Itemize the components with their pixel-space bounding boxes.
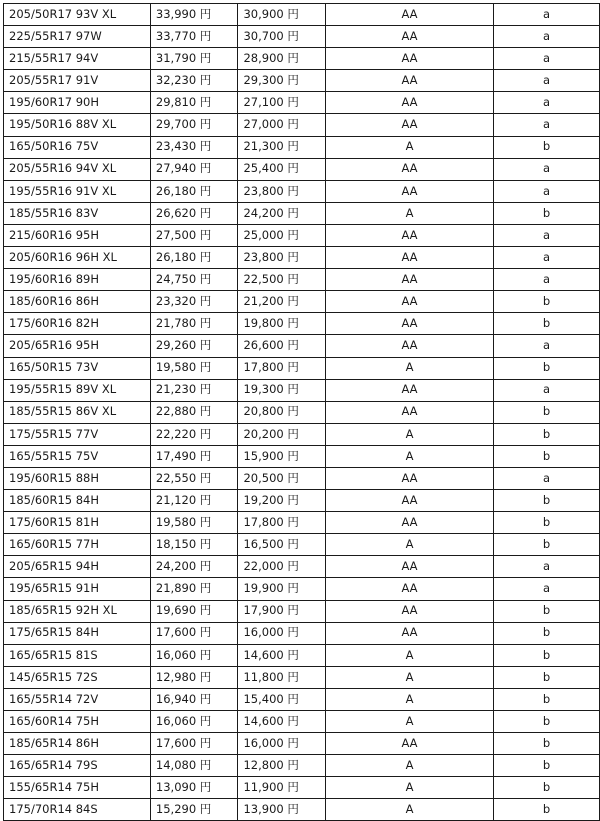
table-row	[4, 445, 600, 467]
discount-price-cell: 14,600 円	[238, 644, 326, 666]
table-row	[4, 136, 600, 158]
discount-price-cell: 16,500 円	[238, 534, 326, 556]
discount-price-cell: 21,300 円	[238, 136, 326, 158]
wet-grip-grade-cell: b	[493, 600, 599, 622]
discount-price-cell: 22,500 円	[238, 269, 326, 291]
rolling-resistance-grade-cell: AA	[326, 733, 494, 755]
table-row	[4, 224, 600, 246]
rolling-resistance-grade-cell: A	[326, 534, 494, 556]
price-cell: 24,750 円	[150, 269, 238, 291]
table-row	[4, 600, 600, 622]
tire-size-cell: 185/60R16 86H	[4, 291, 151, 313]
rolling-resistance-grade-cell: A	[326, 755, 494, 777]
table-row	[4, 467, 600, 489]
tire-price-table	[3, 3, 600, 821]
discount-price-cell: 17,800 円	[238, 512, 326, 534]
wet-grip-grade-cell: b	[493, 755, 599, 777]
price-cell: 17,600 円	[150, 622, 238, 644]
table-row	[4, 423, 600, 445]
price-cell: 19,580 円	[150, 512, 238, 534]
discount-price-cell: 30,700 円	[238, 26, 326, 48]
wet-grip-grade-cell: b	[493, 733, 599, 755]
tire-size-cell: 165/50R16 75V	[4, 136, 151, 158]
tire-size-cell: 195/60R17 90H	[4, 92, 151, 114]
rolling-resistance-grade-cell: A	[326, 666, 494, 688]
rolling-resistance-grade-cell: A	[326, 357, 494, 379]
discount-price-cell: 19,300 円	[238, 379, 326, 401]
discount-price-cell: 26,600 円	[238, 335, 326, 357]
tire-size-cell: 195/55R16 91V XL	[4, 180, 151, 202]
price-cell: 12,980 円	[150, 666, 238, 688]
discount-price-cell: 11,800 円	[238, 666, 326, 688]
table-row	[4, 180, 600, 202]
tire-size-cell: 185/65R14 86H	[4, 733, 151, 755]
price-cell: 14,080 円	[150, 755, 238, 777]
price-cell: 18,150 円	[150, 534, 238, 556]
table-row	[4, 688, 600, 710]
rolling-resistance-grade-cell: AA	[326, 512, 494, 534]
price-cell: 33,770 円	[150, 26, 238, 48]
price-cell: 23,320 円	[150, 291, 238, 313]
price-cell: 31,790 円	[150, 48, 238, 70]
discount-price-cell: 15,400 円	[238, 688, 326, 710]
rolling-resistance-grade-cell: AA	[326, 26, 494, 48]
tire-table-body	[4, 4, 600, 821]
discount-price-cell: 20,500 円	[238, 467, 326, 489]
discount-price-cell: 22,000 円	[238, 556, 326, 578]
price-cell: 26,180 円	[150, 180, 238, 202]
table-row	[4, 26, 600, 48]
discount-price-cell: 20,800 円	[238, 401, 326, 423]
price-cell: 23,430 円	[150, 136, 238, 158]
wet-grip-grade-cell: a	[493, 578, 599, 600]
rolling-resistance-grade-cell: AA	[326, 70, 494, 92]
rolling-resistance-grade-cell: AA	[326, 48, 494, 70]
discount-price-cell: 11,900 円	[238, 777, 326, 799]
discount-price-cell: 23,800 円	[238, 247, 326, 269]
discount-price-cell: 23,800 円	[238, 180, 326, 202]
wet-grip-grade-cell: b	[493, 401, 599, 423]
discount-price-cell: 17,900 円	[238, 600, 326, 622]
discount-price-cell: 20,200 円	[238, 423, 326, 445]
discount-price-cell: 16,000 円	[238, 622, 326, 644]
tire-size-cell: 165/55R14 72V	[4, 688, 151, 710]
rolling-resistance-grade-cell: AA	[326, 247, 494, 269]
tire-size-cell: 185/60R15 84H	[4, 490, 151, 512]
rolling-resistance-grade-cell: AA	[326, 556, 494, 578]
wet-grip-grade-cell: a	[493, 247, 599, 269]
price-cell: 16,060 円	[150, 644, 238, 666]
rolling-resistance-grade-cell: A	[326, 202, 494, 224]
table-row	[4, 4, 600, 26]
rolling-resistance-grade-cell: AA	[326, 401, 494, 423]
rolling-resistance-grade-cell: A	[326, 688, 494, 710]
price-cell: 24,200 円	[150, 556, 238, 578]
tire-size-cell: 195/65R15 91H	[4, 578, 151, 600]
discount-price-cell: 21,200 円	[238, 291, 326, 313]
rolling-resistance-grade-cell: AA	[326, 4, 494, 26]
table-row	[4, 291, 600, 313]
wet-grip-grade-cell: b	[493, 711, 599, 733]
wet-grip-grade-cell: a	[493, 26, 599, 48]
table-row	[4, 379, 600, 401]
rolling-resistance-grade-cell: A	[326, 777, 494, 799]
table-row	[4, 357, 600, 379]
price-cell: 29,810 円	[150, 92, 238, 114]
price-cell: 27,940 円	[150, 158, 238, 180]
discount-price-cell: 12,800 円	[238, 755, 326, 777]
rolling-resistance-grade-cell: A	[326, 711, 494, 733]
tire-size-cell: 175/55R15 77V	[4, 423, 151, 445]
price-cell: 22,550 円	[150, 467, 238, 489]
table-row	[4, 490, 600, 512]
wet-grip-grade-cell: b	[493, 777, 599, 799]
wet-grip-grade-cell: a	[493, 70, 599, 92]
price-cell: 29,700 円	[150, 114, 238, 136]
tire-size-cell: 165/60R14 75H	[4, 711, 151, 733]
discount-price-cell: 19,800 円	[238, 313, 326, 335]
price-cell: 16,940 円	[150, 688, 238, 710]
wet-grip-grade-cell: b	[493, 202, 599, 224]
tire-size-cell: 165/50R15 73V	[4, 357, 151, 379]
price-cell: 19,580 円	[150, 357, 238, 379]
price-cell: 26,180 円	[150, 247, 238, 269]
rolling-resistance-grade-cell: AA	[326, 379, 494, 401]
wet-grip-grade-cell: a	[493, 114, 599, 136]
wet-grip-grade-cell: a	[493, 467, 599, 489]
table-row	[4, 158, 600, 180]
price-cell: 13,090 円	[150, 777, 238, 799]
price-cell: 33,990 円	[150, 4, 238, 26]
wet-grip-grade-cell: b	[493, 534, 599, 556]
tire-size-cell: 195/55R15 89V XL	[4, 379, 151, 401]
tire-size-cell: 205/55R16 94V XL	[4, 158, 151, 180]
tire-size-cell: 175/60R15 81H	[4, 512, 151, 534]
tire-size-cell: 145/65R15 72S	[4, 666, 151, 688]
table-row	[4, 114, 600, 136]
wet-grip-grade-cell: b	[493, 313, 599, 335]
discount-price-cell: 14,600 円	[238, 711, 326, 733]
table-row	[4, 247, 600, 269]
rolling-resistance-grade-cell: AA	[326, 158, 494, 180]
discount-price-cell: 17,800 円	[238, 357, 326, 379]
tire-size-cell: 185/65R15 92H XL	[4, 600, 151, 622]
table-row	[4, 622, 600, 644]
price-cell: 16,060 円	[150, 711, 238, 733]
tire-size-cell: 165/55R15 75V	[4, 445, 151, 467]
tire-size-cell: 185/55R16 83V	[4, 202, 151, 224]
table-row	[4, 512, 600, 534]
rolling-resistance-grade-cell: A	[326, 445, 494, 467]
discount-price-cell: 19,900 円	[238, 578, 326, 600]
tire-size-cell: 155/65R14 75H	[4, 777, 151, 799]
rolling-resistance-grade-cell: AA	[326, 490, 494, 512]
table-row	[4, 556, 600, 578]
discount-price-cell: 28,900 円	[238, 48, 326, 70]
table-row	[4, 644, 600, 666]
tire-size-cell: 185/55R15 86V XL	[4, 401, 151, 423]
wet-grip-grade-cell: a	[493, 556, 599, 578]
wet-grip-grade-cell: a	[493, 180, 599, 202]
wet-grip-grade-cell: a	[493, 379, 599, 401]
wet-grip-grade-cell: a	[493, 335, 599, 357]
table-row	[4, 92, 600, 114]
rolling-resistance-grade-cell: AA	[326, 600, 494, 622]
tire-size-cell: 205/55R17 91V	[4, 70, 151, 92]
wet-grip-grade-cell: a	[493, 4, 599, 26]
price-cell: 21,780 円	[150, 313, 238, 335]
rolling-resistance-grade-cell: AA	[326, 291, 494, 313]
rolling-resistance-grade-cell: AA	[326, 578, 494, 600]
price-cell: 21,230 円	[150, 379, 238, 401]
tire-size-cell: 215/60R16 95H	[4, 224, 151, 246]
price-cell: 19,690 円	[150, 600, 238, 622]
table-row	[4, 401, 600, 423]
wet-grip-grade-cell: b	[493, 291, 599, 313]
discount-price-cell: 15,900 円	[238, 445, 326, 467]
wet-grip-grade-cell: a	[493, 269, 599, 291]
price-cell: 17,600 円	[150, 733, 238, 755]
tire-size-cell: 195/60R15 88H	[4, 467, 151, 489]
discount-price-cell: 16,000 円	[238, 733, 326, 755]
table-row	[4, 70, 600, 92]
tire-size-cell: 175/60R16 82H	[4, 313, 151, 335]
tire-size-cell: 165/65R14 79S	[4, 755, 151, 777]
tire-size-cell: 175/70R14 84S	[4, 799, 151, 821]
tire-size-cell: 195/50R16 88V XL	[4, 114, 151, 136]
wet-grip-grade-cell: a	[493, 92, 599, 114]
rolling-resistance-grade-cell: AA	[326, 92, 494, 114]
discount-price-cell: 19,200 円	[238, 490, 326, 512]
price-cell: 27,500 円	[150, 224, 238, 246]
table-row	[4, 799, 600, 821]
wet-grip-grade-cell: a	[493, 48, 599, 70]
table-row	[4, 755, 600, 777]
table-row	[4, 202, 600, 224]
price-cell: 21,890 円	[150, 578, 238, 600]
tire-size-cell: 205/60R16 96H XL	[4, 247, 151, 269]
tire-size-cell: 195/60R16 89H	[4, 269, 151, 291]
rolling-resistance-grade-cell: A	[326, 423, 494, 445]
tire-size-cell: 205/65R15 94H	[4, 556, 151, 578]
rolling-resistance-grade-cell: AA	[326, 180, 494, 202]
tire-size-cell: 165/60R15 77H	[4, 534, 151, 556]
rolling-resistance-grade-cell: AA	[326, 335, 494, 357]
table-row	[4, 711, 600, 733]
price-cell: 17,490 円	[150, 445, 238, 467]
wet-grip-grade-cell: b	[493, 666, 599, 688]
price-cell: 22,220 円	[150, 423, 238, 445]
table-row	[4, 48, 600, 70]
rolling-resistance-grade-cell: AA	[326, 224, 494, 246]
discount-price-cell: 25,400 円	[238, 158, 326, 180]
tire-size-cell: 175/65R15 84H	[4, 622, 151, 644]
wet-grip-grade-cell: b	[493, 445, 599, 467]
tire-size-cell: 205/65R16 95H	[4, 335, 151, 357]
rolling-resistance-grade-cell: A	[326, 644, 494, 666]
wet-grip-grade-cell: b	[493, 622, 599, 644]
price-cell: 21,120 円	[150, 490, 238, 512]
wet-grip-grade-cell: b	[493, 644, 599, 666]
table-row	[4, 777, 600, 799]
table-row	[4, 534, 600, 556]
rolling-resistance-grade-cell: AA	[326, 622, 494, 644]
price-cell: 26,620 円	[150, 202, 238, 224]
price-cell: 22,880 円	[150, 401, 238, 423]
table-row	[4, 313, 600, 335]
tire-size-cell: 215/55R17 94V	[4, 48, 151, 70]
tire-size-cell: 225/55R17 97W	[4, 26, 151, 48]
table-row	[4, 733, 600, 755]
table-row	[4, 269, 600, 291]
tire-size-cell: 205/50R17 93V XL	[4, 4, 151, 26]
discount-price-cell: 24,200 円	[238, 202, 326, 224]
rolling-resistance-grade-cell: A	[326, 799, 494, 821]
discount-price-cell: 27,000 円	[238, 114, 326, 136]
wet-grip-grade-cell: b	[493, 512, 599, 534]
discount-price-cell: 25,000 円	[238, 224, 326, 246]
wet-grip-grade-cell: b	[493, 688, 599, 710]
wet-grip-grade-cell: b	[493, 423, 599, 445]
wet-grip-grade-cell: b	[493, 799, 599, 821]
wet-grip-grade-cell: b	[493, 490, 599, 512]
wet-grip-grade-cell: a	[493, 224, 599, 246]
rolling-resistance-grade-cell: AA	[326, 467, 494, 489]
price-cell: 29,260 円	[150, 335, 238, 357]
discount-price-cell: 30,900 円	[238, 4, 326, 26]
price-cell: 32,230 円	[150, 70, 238, 92]
rolling-resistance-grade-cell: AA	[326, 269, 494, 291]
rolling-resistance-grade-cell: AA	[326, 114, 494, 136]
table-row	[4, 666, 600, 688]
rolling-resistance-grade-cell: A	[326, 136, 494, 158]
wet-grip-grade-cell: b	[493, 136, 599, 158]
wet-grip-grade-cell: b	[493, 357, 599, 379]
discount-price-cell: 27,100 円	[238, 92, 326, 114]
tire-size-cell: 165/65R15 81S	[4, 644, 151, 666]
discount-price-cell: 29,300 円	[238, 70, 326, 92]
wet-grip-grade-cell: a	[493, 158, 599, 180]
table-row	[4, 335, 600, 357]
price-cell: 15,290 円	[150, 799, 238, 821]
discount-price-cell: 13,900 円	[238, 799, 326, 821]
table-row	[4, 578, 600, 600]
rolling-resistance-grade-cell: AA	[326, 313, 494, 335]
